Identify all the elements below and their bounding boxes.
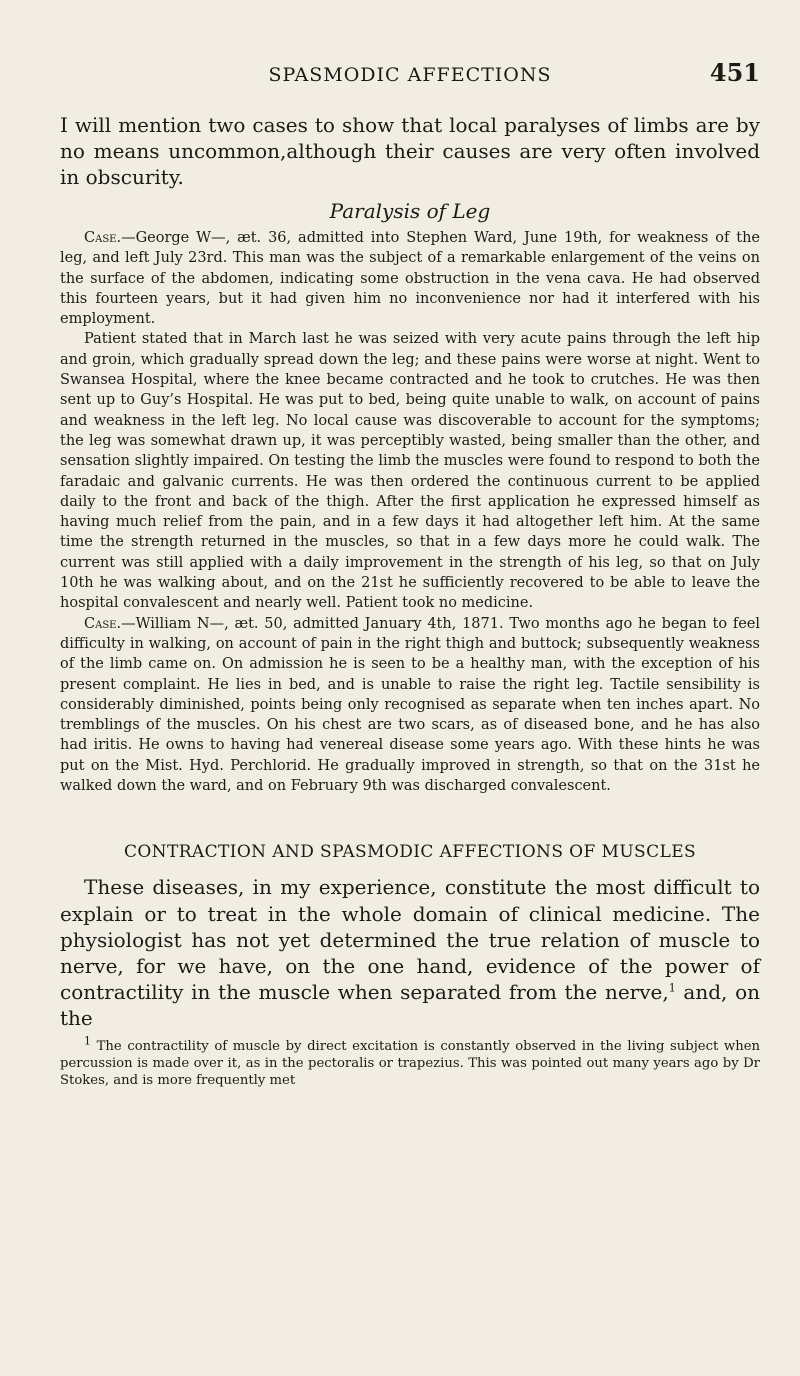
subheading-paralysis-of-leg: Paralysis of Leg <box>329 199 491 223</box>
section-paragraph-tail: and, on the <box>60 980 760 1031</box>
case-text: —George W—, æt. 36, admitted into Stephen Ward, June 19th, for weakness of the leg, and left July 23rd. This man was the subject of a remarkable enlargement of the veins on the surface of the abdomen, indicating some obstruction in the vena cava. He had observed this fourteen years, but it had given him no inconvenience nor had it interfered with his employment. <box>60 230 760 328</box>
running-head <box>60 58 760 90</box>
patient-history-paragraph: Patient stated that in March last he was seized with very acute pains through the left hip and groin, which gradually spread down the leg; and these pains were worse at night. Went to Swansea Hospital, where the knee became contracted and he took to crutches. He was then sent up to Guy’s Hospital. He was put to bed, being quite unable to walk, on account of pains and weakness in the left leg. No local cause was discoverable to account for the symptoms; the leg was somewhat drawn up, it was perceptibly wasted, being smaller than the other, and sensation slightly impaired. On testing the limb the muscles were found to respond to both the faradaic and galvanic currents. He was then ordered the continuous current to be applied daily to the front and back of the thigh. After the first application he expressed himself as having much relief from the pain, and in a few days it had altogether left him. At the same time the strength returned in the muscles, so that in a few days more he could walk. The current was still applied with a daily improvement in the strength of his leg, so that on July 10th he was walking about, and on the 21st he sufficiently recovered to be able to leave the hospital convalescent and nearly well. Patient took no medicine. <box>60 331 760 612</box>
intro-paragraph: I will mention two cases to show that local paralyses of limbs are by no means uncommon,although their causes are very often involved in obscurity. <box>60 113 760 189</box>
footnote-mark: 1 <box>84 1034 91 1048</box>
running-title: SPASMODIC AFFECTIONS <box>268 64 552 86</box>
section-paragraph-text: These diseases, in my experience, constitute the most difficult to explain or to treat in the whole domain of clinical medicine. The physiologist has not yet determined the true relation of muscle to nerve, for we have, on the one hand, evidence of the power of contractility in the muscle when separated from the nerve, <box>60 875 760 1005</box>
section-heading: CONTRACTION AND SPASMODIC AFFECTIONS OF MUSCLES <box>123 842 697 863</box>
footnote-reference: 1 <box>668 981 676 995</box>
footnote-text: The contractility of muscle by direct excitation is constantly observed in the living subject when percussion is made over it, as in the pectoralis or trapezius. This was pointed out many years ago by Dr Stokes, and is more frequently met <box>60 1038 760 1088</box>
footnote <box>60 1034 760 1089</box>
case-label: Case. <box>84 615 122 632</box>
case-paragraph-2 <box>60 614 760 797</box>
body-text <box>60 112 760 1089</box>
case-label: Case. <box>84 230 122 246</box>
page-number: 451 <box>709 58 760 87</box>
case-text: —William N—, æt. 50, admitted January 4th, 1871. Two months ago he began to feel difficulty in walking, on account of pain in the right thigh and buttock; subsequently weakness of the limb came on. On admission he is seen to be a healthy man, with the exception of his present complaint. He lies in bed, and is unable to raise the right leg. Tactile sensibility is considerably diminished, points being only recognised as separate when ten inches apart. No tremblings of the muscles. On his chest are two scars, as of diseased bone, and he has also had iritis. He owns to having had venereal disease some years ago. With these hints he was put on the Mist. Hyd. Perchlorid. He gradually improved in strength, so that on the 31st he walked down the ward, and on February 9th was discharged convalescent. <box>60 615 760 795</box>
section-paragraph <box>60 874 760 1031</box>
case-paragraph-1 <box>60 228 760 329</box>
